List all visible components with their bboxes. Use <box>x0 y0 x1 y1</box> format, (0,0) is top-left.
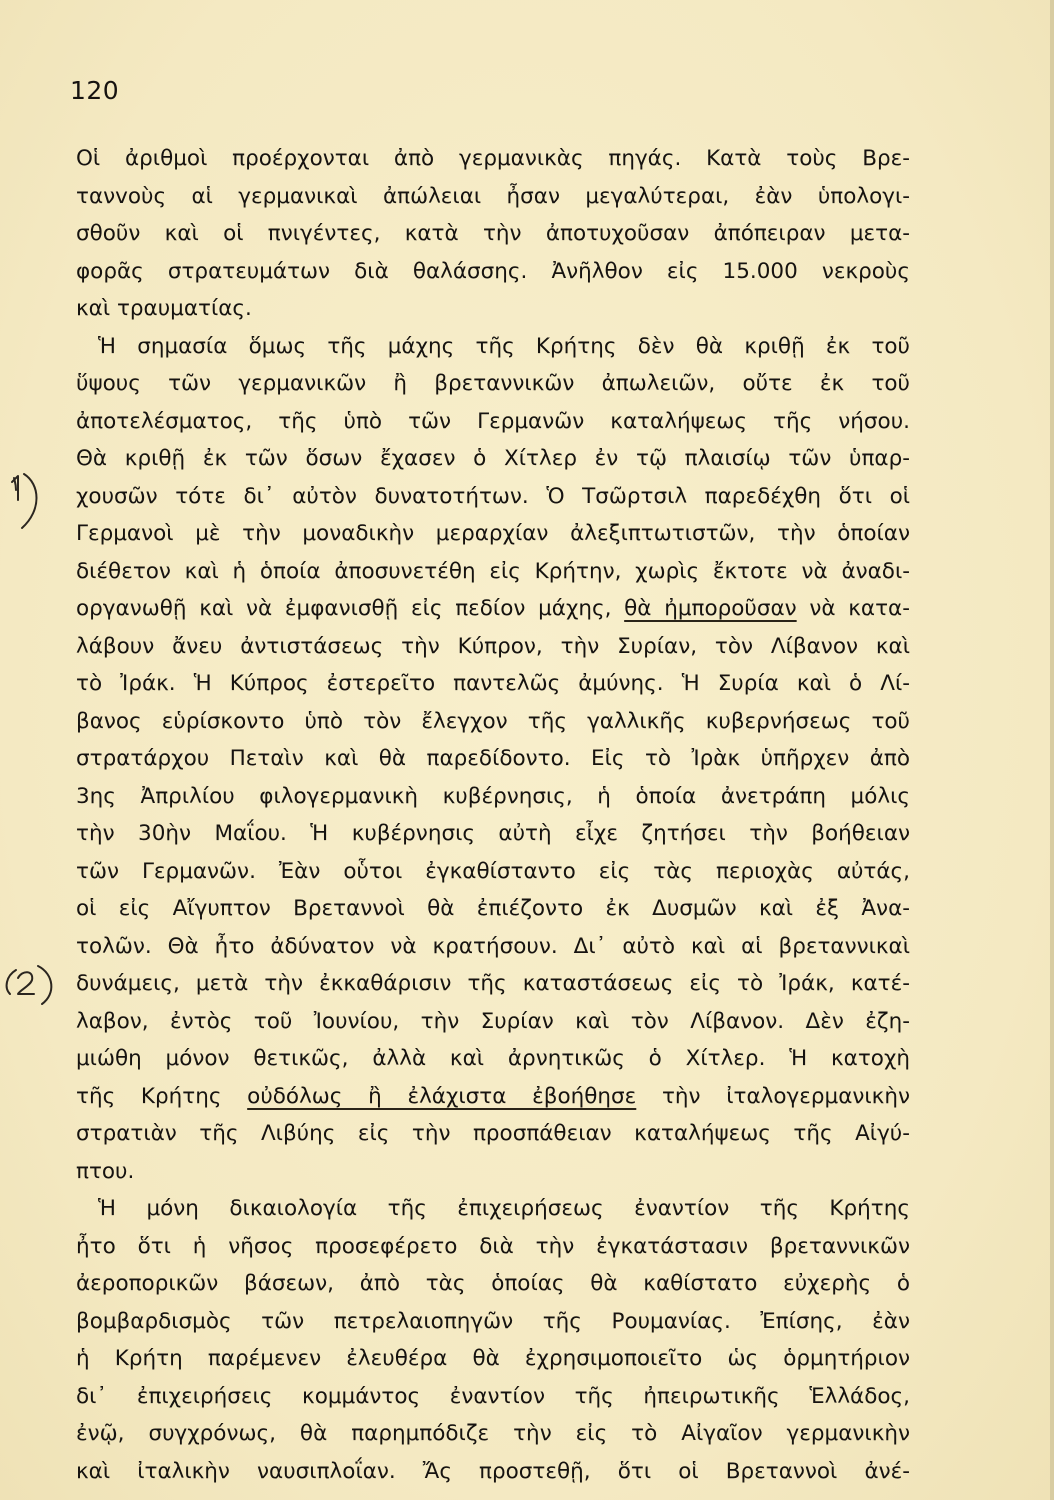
page-number: 120 <box>70 76 120 105</box>
text-segment: τὸ Ἰράκ. Ἡ Κύπρος ἐστερεῖτο παντελῶς ἀμύνης. Ἡ Συρία καὶ ὁ Λί- <box>76 671 910 696</box>
text-segment: διέθετον καὶ ἡ ὁποία ἀποσυνετέθη εἰς Κρήτην, χωρὶς ἔκτοτε νὰ ἀναδι- <box>76 558 910 584</box>
text-segment: δι᾽ ἐπιχειρήσεις κομμάντος ἐναντίον τῆς ἠπειρωτικῆς Ἑλλάδος, <box>76 1383 910 1409</box>
text-segment: οργανωθῇ καὶ νὰ ἐμφανισθῇ εἰς πεδίον μάχης, <box>76 596 625 621</box>
body-text <box>76 140 910 1490</box>
text-line <box>76 1415 910 1453</box>
text-line <box>76 1078 910 1116</box>
text-segment: ἀποτελέσματος, τῆς ὑπὸ τῶν Γερμανῶν καταλήψεως τῆς νήσου. <box>76 408 910 434</box>
text-line <box>76 590 910 628</box>
text-line <box>76 928 910 966</box>
text-line <box>76 1153 910 1191</box>
text-segment: σθοῦν καὶ οἱ πνιγέντες, κατὰ τὴν ἀποτυχοῦσαν ἀπόπειραν μετα- <box>76 221 910 246</box>
page-edge <box>1050 0 1054 1500</box>
text-line <box>76 1303 910 1341</box>
text-segment: τὴν ἰταλογερμανικὴν <box>636 1083 910 1109</box>
text-line <box>76 440 910 478</box>
text-line <box>76 1115 910 1153</box>
text-segment: τῶν Γερμανῶν. Ἐὰν οὗτοι ἐγκαθίσταντο εἰς τὰς περιοχὰς αὐτάς, <box>76 858 910 884</box>
text-line <box>76 178 910 216</box>
text-segment: βανος εὑρίσκοντο ὑπὸ τὸν ἔλεγχον τῆς γαλλικῆς κυβερνήσεως τοῦ <box>76 708 910 734</box>
text-segment: λαβον, ἐντὸς τοῦ Ἰουνίου, τὴν Συρίαν καὶ τὸν Λίβανον. Δὲν ἐζη- <box>76 1008 910 1034</box>
text-line <box>76 1340 910 1378</box>
text-segment: Ἡ σημασία ὅμως τῆς μάχης τῆς Κρήτης δὲν θὰ κριθῇ ἐκ τοῦ <box>98 333 910 359</box>
text-line <box>76 1265 910 1303</box>
text-line <box>76 140 910 178</box>
text-line <box>76 740 910 778</box>
text-line <box>76 778 910 816</box>
text-segment: ἡ Κρήτη παρέμενεν ἐλευθέρα θὰ ἐχρησιμοποιεῖτο ὡς ὁρμητήριον <box>76 1346 910 1371</box>
text-segment: Θὰ κριθῇ ἐκ τῶν ὅσων ἔχασεν ὁ Χίτλερ ἐν τῷ πλαισίῳ τῶν ὑπαρ- <box>76 446 910 471</box>
text-line <box>76 853 910 891</box>
text-line <box>76 365 910 403</box>
margin-note-1 <box>6 466 46 536</box>
text-segment: καὶ τραυματίας. <box>76 296 252 321</box>
text-segment: λάβουν ἄνευ ἀντιστάσεως τὴν Κύπρον, τὴν Συρίαν, τὸν Λίβανον καὶ <box>76 633 910 659</box>
text-segment: χουσῶν τότε δι᾽ αὐτὸν δυνατοτήτων. Ὁ Τσῶρτσιλ παρεδέχθη ὅτι οἱ <box>76 483 910 509</box>
text-segment: ἀεροπορικῶν βάσεων, ἀπὸ τὰς ὁποίας θὰ καθίστατο εὐχερὴς ὁ <box>76 1271 910 1296</box>
text-line <box>76 1190 910 1228</box>
text-segment: Οἱ ἀριθμοὶ προέρχονται ἀπὸ γερμανικὰς πηγάς. Κατὰ τοὺς Βρε- <box>76 146 910 171</box>
text-segment: βομβαρδισμὸς τῶν πετρελαιοπηγῶν τῆς Ρουμανίας. Ἐπίσης, ἐὰν <box>76 1308 910 1334</box>
text-line <box>76 553 910 591</box>
text-line <box>76 290 910 328</box>
text-line <box>76 478 910 516</box>
text-line <box>76 890 910 928</box>
text-segment: στρατάρχου Πεταὶν καὶ θὰ παρεδίδοντο. Εἰς τὸ Ἰρὰκ ὑπῆρχεν ἀπὸ <box>76 746 910 771</box>
text-segment: τανvοὺς αἱ γερμανικαὶ ἀπώλειαι ἦσαν μεγαλύτεραι, ἐὰν ὑπολογι- <box>76 183 910 209</box>
text-segment: οἱ εἰς Αἴγυπτον Βρεταννοὶ θὰ ἐπιέζοντο ἐκ Δυσμῶν καὶ ἐξ Ἀνα- <box>76 896 910 921</box>
text-line <box>76 1228 910 1266</box>
text-segment: τολῶν. Θὰ ἦτο ἀδύνατον νὰ κρατήσουν. Δι᾽ αὐτὸ καὶ αἱ βρεταννικαὶ <box>76 933 910 959</box>
text-segment: πτου. <box>76 1158 135 1184</box>
text-segment: τῆς Κρήτης <box>76 1083 248 1109</box>
text-line <box>76 703 910 741</box>
text-line <box>76 628 910 666</box>
text-line <box>76 253 910 291</box>
margin-note-2 <box>2 960 66 1010</box>
text-segment: μιώθη μόνον θετικῶς, ἀλλὰ καὶ ἀρνητικῶς ὁ Χίτλερ. Ἡ κατοχὴ <box>76 1046 910 1071</box>
text-line <box>76 815 910 853</box>
text-line <box>76 1003 910 1041</box>
text-line <box>76 1378 910 1416</box>
text-line <box>76 965 910 1003</box>
underlined-phrase: οὐδόλως ἢ ἐλάχιστα ἐβοήθησε <box>247 1083 637 1109</box>
text-segment: καὶ ἰταλικὴν ναυσιπλοΐαν. Ἄς προστεθῇ, ὅτι οἱ Βρεταννοὶ ἀνέ- <box>76 1458 910 1484</box>
text-segment: Γερμανοὶ μὲ τὴν μοναδικὴν μεραρχίαν ἀλεξιπτωτιστῶν, τὴν ὁποίαν <box>76 521 910 546</box>
text-segment: ὕψους τῶν γερμανικῶν ἢ βρεταννικῶν ἀπωλειῶν, οὔτε ἐκ τοῦ <box>76 371 910 396</box>
text-line <box>76 328 910 366</box>
text-segment: 3ης Ἀπριλίου φιλογερμανικὴ κυβέρνησις, ἡ ὁποία ἀνετράπη μόλις <box>76 783 910 809</box>
text-segment: νὰ κατα- <box>796 596 910 621</box>
underlined-phrase: θὰ ἠμποροῦσαν <box>624 596 797 621</box>
text-segment: δυνάμεις, μετὰ τὴν ἐκκαθάρισιν τῆς καταστάσεως εἰς τὸ Ἰράκ, κατέ- <box>76 971 910 996</box>
text-line <box>76 1040 910 1078</box>
text-line <box>76 403 910 441</box>
text-line <box>76 665 910 703</box>
text-segment: τὴν 30ὴν Μαΐου. Ἡ κυβέρνησις αὐτὴ εἶχε ζητήσει τὴν βοήθειαν <box>76 821 910 846</box>
text-line <box>76 515 910 553</box>
text-segment: Ἡ μόνη δικαιολογία τῆς ἐπιχειρήσεως ἐναντίον τῆς Κρήτης <box>98 1196 910 1221</box>
text-line <box>76 215 910 253</box>
text-segment: στρατιὰν τῆς Λιβύης εἰς τὴν προσπάθειαν καταλήψεως τῆς Αἰγύ- <box>76 1121 910 1146</box>
text-line <box>76 1453 910 1491</box>
text-segment: ἐνῷ, συγχρόνως, θὰ παρημπόδιζε τὴν εἰς τὸ Αἰγαῖον γερμανικὴν <box>76 1421 910 1446</box>
text-segment: ἦτο ὅτι ἡ νῆσος προσεφέρετο διὰ τὴν ἐγκατάστασιν βρεταννικῶν <box>76 1233 910 1259</box>
text-segment: φορᾶς στρατευμάτων διὰ θαλάσσης. Ἀνῆλθον εἰς 15.000 νεκροὺς <box>76 258 910 284</box>
